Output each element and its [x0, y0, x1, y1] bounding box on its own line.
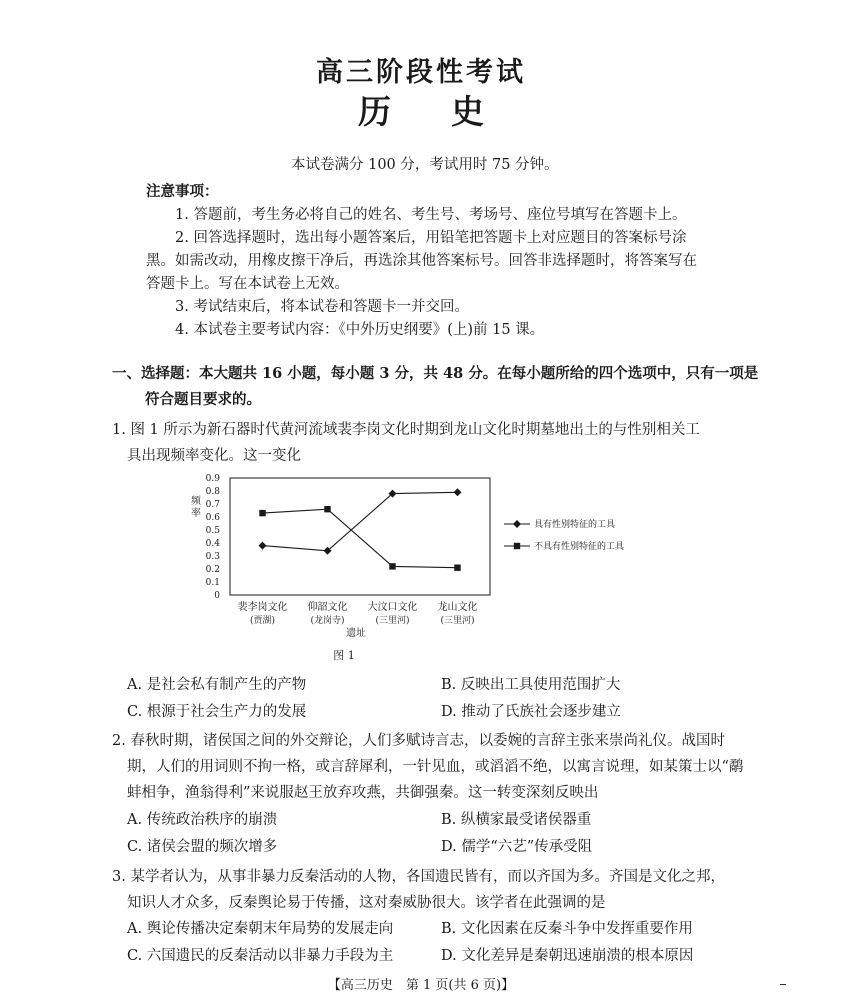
corner-mark	[780, 984, 786, 985]
y-tick-label: 0	[214, 591, 220, 601]
notes-item: 2. 回答选择题时，选出每小题答案后，用铅笔把答题卡上对应题目的答案标号涂	[175, 230, 687, 246]
y-tick-label: 0.9	[205, 474, 220, 484]
q1-option-d: D. 推动了氏族社会逐步建立	[441, 704, 621, 720]
series-line	[263, 492, 458, 551]
y-tick-label: 0.8	[205, 487, 220, 497]
x-tick-sublabel: (三里河)	[440, 616, 475, 626]
notes-item: 3. 考试结束后，将本试卷和答题卡一并交回。	[175, 299, 469, 315]
x-tick-sublabel: (龙岗寺)	[310, 616, 345, 626]
exam-title: 高三阶段性考试	[316, 57, 526, 88]
y-tick-label: 0.3	[205, 552, 220, 562]
q2-option-b: B. 纵横家最受诸侯器重	[441, 812, 592, 828]
data-point	[454, 565, 460, 571]
series-line	[263, 509, 458, 568]
q3-option-d: D. 文化差异是秦朝迅速崩溃的根本原因	[441, 948, 694, 964]
q1-option-c: C. 根源于社会生产力的发展	[127, 704, 307, 720]
data-point	[454, 488, 462, 496]
x-axis-label: 遗址	[346, 628, 366, 639]
q3-option-a: A. 舆论传播决定秦朝末年局势的发展走向	[127, 921, 394, 937]
figure-caption: 图 1	[333, 649, 355, 662]
y-tick-label: 0.1	[205, 578, 220, 588]
x-tick-sublabel: (三里河)	[375, 616, 410, 626]
q3-option-c: C. 六国遗民的反秦活动以非暴力手段为主	[127, 948, 394, 964]
x-tick-label: 龙山文化	[437, 602, 478, 613]
notes-item: 4. 本试卷主要考试内容：《中外历史纲要》(上)前 15 课。	[175, 322, 545, 338]
data-point	[259, 542, 267, 550]
plot-frame	[230, 478, 490, 595]
section-heading: 一、选择题：本大题共 16 小题，每小题 3 分，共 48 分。在每小题所给的四个选项中，只有一项是	[112, 365, 759, 382]
y-tick-label: 0.5	[205, 526, 220, 536]
chart-layer	[191, 474, 625, 662]
legend-label: 不具有性别特征的工具	[534, 542, 625, 552]
q1-option-a: A. 是社会私有制产生的产物	[127, 677, 307, 693]
subject-title: 历史	[358, 92, 544, 131]
q2-stem-cont: 蚌相争，渔翁得利”来说服赵王放弃攻燕，共御强秦。这一转变深刻反映出	[127, 785, 599, 801]
notes-item: 黑。如需改动，用橡皮擦干净后，再选涂其他答案标号。回答非选择题时，将答案写在	[146, 253, 697, 269]
x-tick-label: 大汶口文化	[367, 602, 418, 613]
y-tick-label: 0.2	[205, 565, 220, 575]
data-point	[259, 510, 265, 516]
exam-info: 本试卷满分 100 分，考试用时 75 分钟。	[291, 157, 559, 173]
y-tick-label: 0.7	[205, 500, 220, 510]
y-tick-label: 0.6	[205, 513, 220, 523]
y-axis-label-char: 率	[191, 508, 201, 519]
section-heading-cont: 符合题目要求的。	[145, 391, 261, 408]
legend-marker	[514, 543, 520, 549]
q3-option-b: B. 文化因素在反秦斗争中发挥重要作用	[441, 921, 693, 937]
data-point	[389, 563, 395, 569]
q1-option-b: B. 反映出工具使用范围扩大	[441, 677, 621, 693]
q1-stem: 1. 图 1 所示为新石器时代黄河流域裴李岗文化时期到龙山文化时期墓地出土的与性别相关工	[112, 422, 700, 438]
notes-heading: 注意事项：	[146, 183, 219, 200]
q3-stem-cont: 知识人才众多，反秦舆论易于传播，这对秦威胁很大。该学者在此强调的是	[127, 895, 606, 911]
q2-option-c: C. 诸侯会盟的频次增多	[127, 839, 278, 855]
y-axis-label-char: 频	[191, 496, 201, 507]
figure-1-line-chart	[182, 466, 682, 666]
data-point	[324, 506, 330, 512]
q3-stem: 3. 某学者认为，从事非暴力反秦活动的人物，各国遗民皆有，而以齐国为多。齐国是文化之邦，	[112, 869, 725, 885]
q2-option-d: D. 儒学“六艺”传承受阻	[441, 839, 593, 855]
q2-stem: 2. 春秋时期，诸侯国之间的外交辩论，人们多赋诗言志，以委婉的言辞主张来崇尚礼仪。战国时	[112, 733, 725, 749]
legend-label: 具有性别特征的工具	[534, 520, 616, 530]
x-tick-label: 仰韶文化	[307, 602, 348, 613]
q1-stem-cont: 具出现频率变化。这一变化	[127, 448, 301, 464]
q2-stem-cont: 期，人们的用词则不拘一格，或言辞犀利，一针见血，或滔滔不绝，以寓言说理，如某策士以“鹬	[127, 759, 744, 775]
q2-option-a: A. 传统政治秩序的崩溃	[127, 812, 278, 828]
notes-item: 1. 答题前，考生务必将自己的姓名、考生号、考场号、座位号填写在答题卡上。	[175, 207, 687, 223]
x-tick-sublabel: (贾湖)	[249, 616, 276, 626]
x-tick-label: 裴李岗文化	[237, 602, 288, 613]
y-tick-label: 0.4	[205, 539, 220, 549]
page-footer: 【高三历史 第 1 页(共 6 页)】	[327, 978, 515, 993]
legend-marker	[513, 520, 521, 528]
notes-item: 答题卡上。写在本试卷上无效。	[146, 276, 349, 292]
